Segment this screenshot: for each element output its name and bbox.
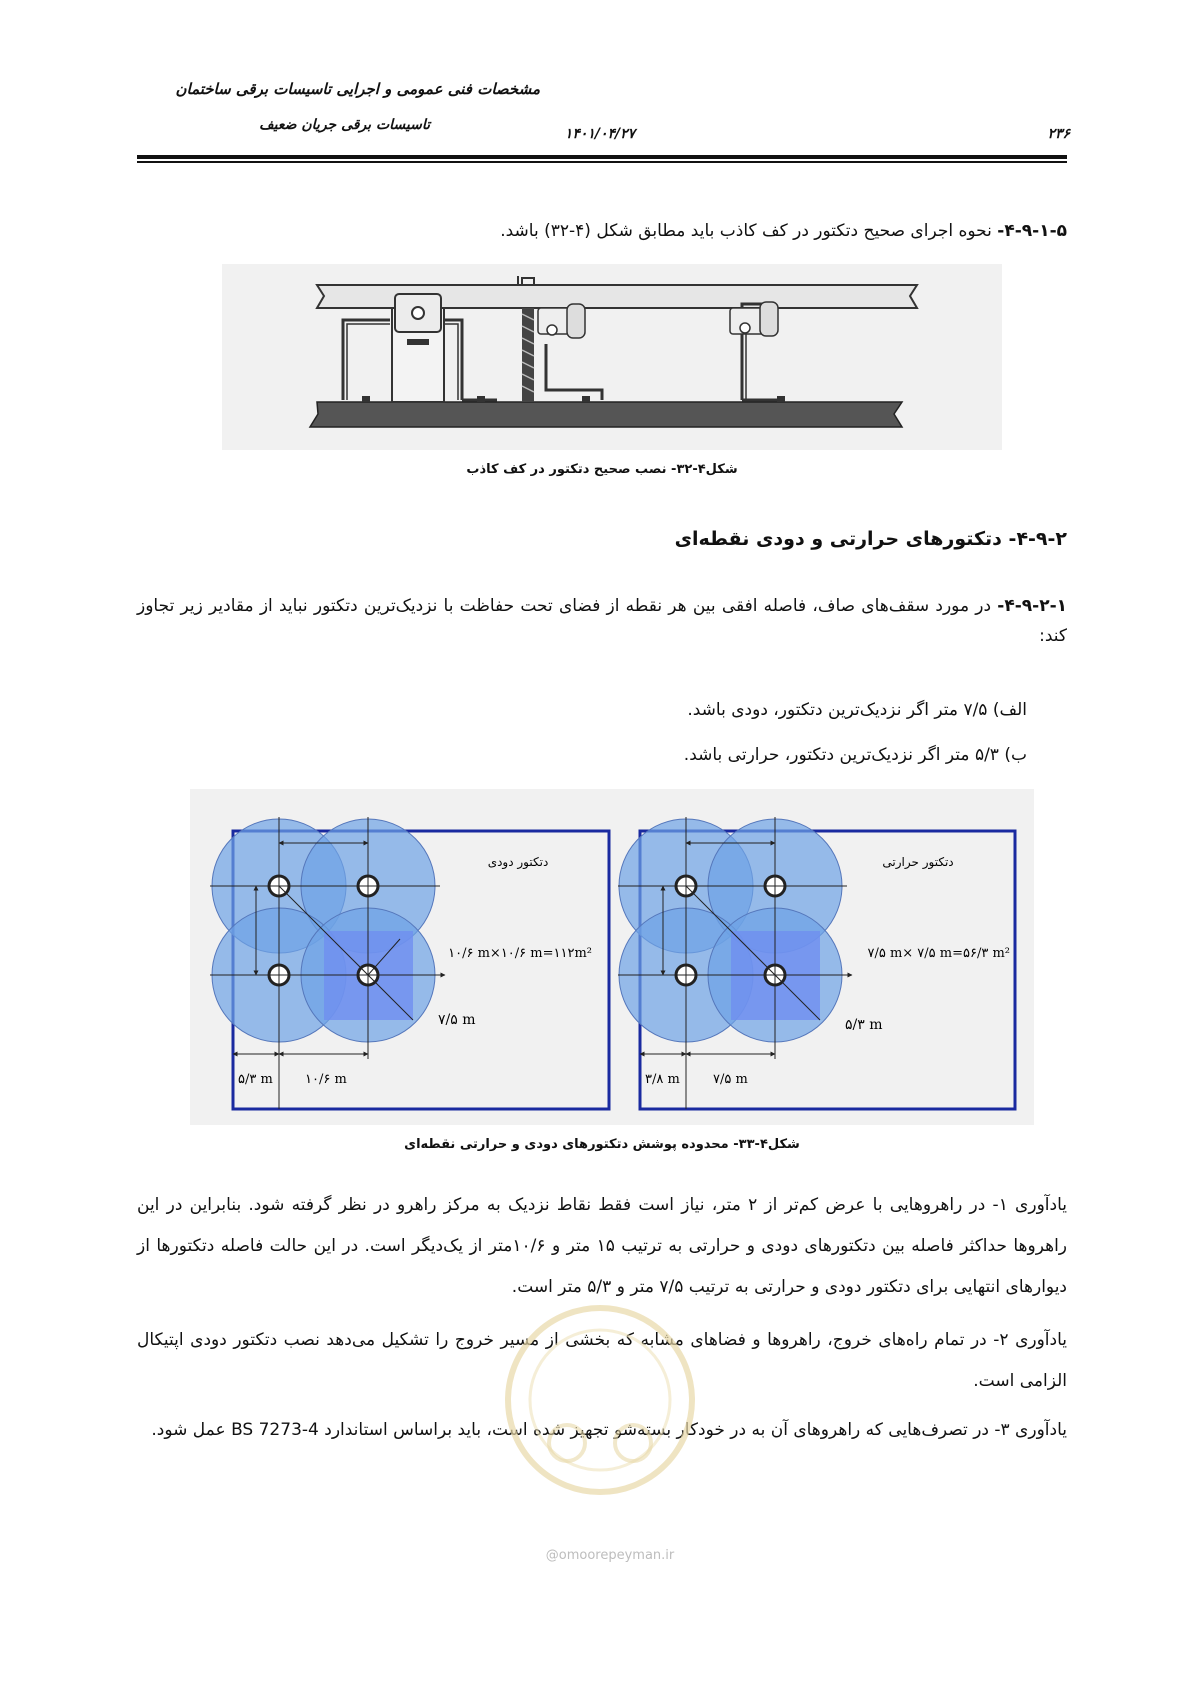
smoke-area-label: ۱۰/۶ m×۱۰/۶ m=۱۱۲m²	[448, 946, 592, 961]
list-item-b: ب) ۵/۳ متر اگر نزدیک‌ترین دتکتور، حرارتی باشد.	[683, 745, 1027, 765]
heat-wall-distance: ۳/۸ m	[645, 1072, 680, 1087]
page-number: ۲۳۶	[1047, 126, 1070, 142]
paragraph-4-9-2-1	[137, 591, 1067, 651]
header-rule-thin	[137, 161, 1067, 163]
paragraph-4-9-1-5	[137, 216, 1067, 246]
document-date: ۱۴۰۱/۰۴/۲۷	[564, 126, 636, 142]
smoke-radius-label: ۷/۵ m	[438, 1012, 476, 1028]
note-1: یادآوری ۱- در راهروهایی با عرض کم‌تر از ۲ متر، نیاز است فقط نقاط نزدیک به مرکز راهرو در نظر گرفته شود. بنابراین در این راهروها حداکثر فاصله بین دتکتورهای دودی و حرارتی به ترتیب ۱۵ متر و ۱۰/۶متر از یک‌دیگر است. در این حالت فاصله دتکتورها از دیوارهای انتهایی برای دتکتور دودی و حرارتی به ترتیب ۷/۵ متر و ۵/۳ متر است.	[137, 1195, 1067, 1297]
heat-radius-label: ۵/۳ m	[845, 1017, 883, 1033]
section-number: ۴-۹-۱-۵-	[997, 221, 1067, 241]
note-2: یادآوری ۲- در تمام راه‌های خروج، راهروها و فضاهای مشابه که بخشی از مسیر خروج را تشکیل می‌دهد نصب دتکتور دودی اپتیکال الزامی است.	[137, 1330, 1068, 1391]
paragraph-text: در مورد سقف‌های صاف، فاصله افقی بین هر نقطه از فضای تحت حفاظت با نزدیک‌ترین دتکتور نباید از مقادیر زیر تجاوز کند:	[137, 596, 1067, 646]
section-heading: ۴-۹-۲- دتکتورهای حرارتی و دودی نقطه‌ای	[674, 528, 1067, 550]
raised-floor-diagram	[222, 264, 1002, 450]
heat-detector-panel	[618, 817, 1015, 1109]
section-number: ۴-۹-۲-۱-	[997, 596, 1067, 616]
note-3: یادآوری ۳- در تصرف‌هایی که راهروهای آن به در خودکار بسته‌شو تجهیز شده است، باید براساس استاندارد BS 7273-4 عمل شود.	[151, 1420, 1067, 1440]
figure-coverage	[190, 789, 1034, 1125]
header-rule	[137, 155, 1067, 159]
smoke-panel-label: دتکتور دودی	[487, 855, 549, 869]
watermark-seal-icon	[495, 1295, 705, 1505]
chapter-subtitle: تاسیسات برقی جریان ضعیف	[259, 117, 430, 133]
heat-panel-label: دتکتور حرارتی	[882, 855, 954, 869]
paragraph-text: نحوه اجرای صحیح دتکتور در کف کاذب باید مطابق شکل (۴-۳۲) باشد.	[500, 221, 998, 241]
heat-spacing: ۷/۵ m	[713, 1072, 748, 1087]
smoke-detector-panel	[210, 817, 609, 1109]
smoke-spacing: ۱۰/۶ m	[305, 1072, 347, 1087]
heat-area-label: ۷/۵ m× ۷/۵ m=۵۶/۳ m²	[867, 946, 1010, 961]
list-item-a: الف) ۷/۵ متر اگر نزدیک‌ترین دتکتور، دودی باشد.	[687, 700, 1027, 720]
document-title: مشخصات فنی عمومی و اجرایی تاسیسات برقی ساختمان	[175, 80, 540, 98]
smoke-wall-distance: ۵/۳ m	[238, 1072, 273, 1087]
figure-32-caption: شکل۴-۳۲- نصب صحیح دتکتور در کف کاذب	[466, 462, 738, 477]
figure-raised-floor	[222, 264, 1002, 450]
figure-33-caption: شکل۴-۳۳- محدوده پوشش دتکتورهای دودی و حرارتی نقطه‌ای	[404, 1137, 800, 1152]
watermark-url: @omoorepeyman.ir	[545, 1548, 675, 1563]
coverage-diagram	[190, 789, 1034, 1125]
